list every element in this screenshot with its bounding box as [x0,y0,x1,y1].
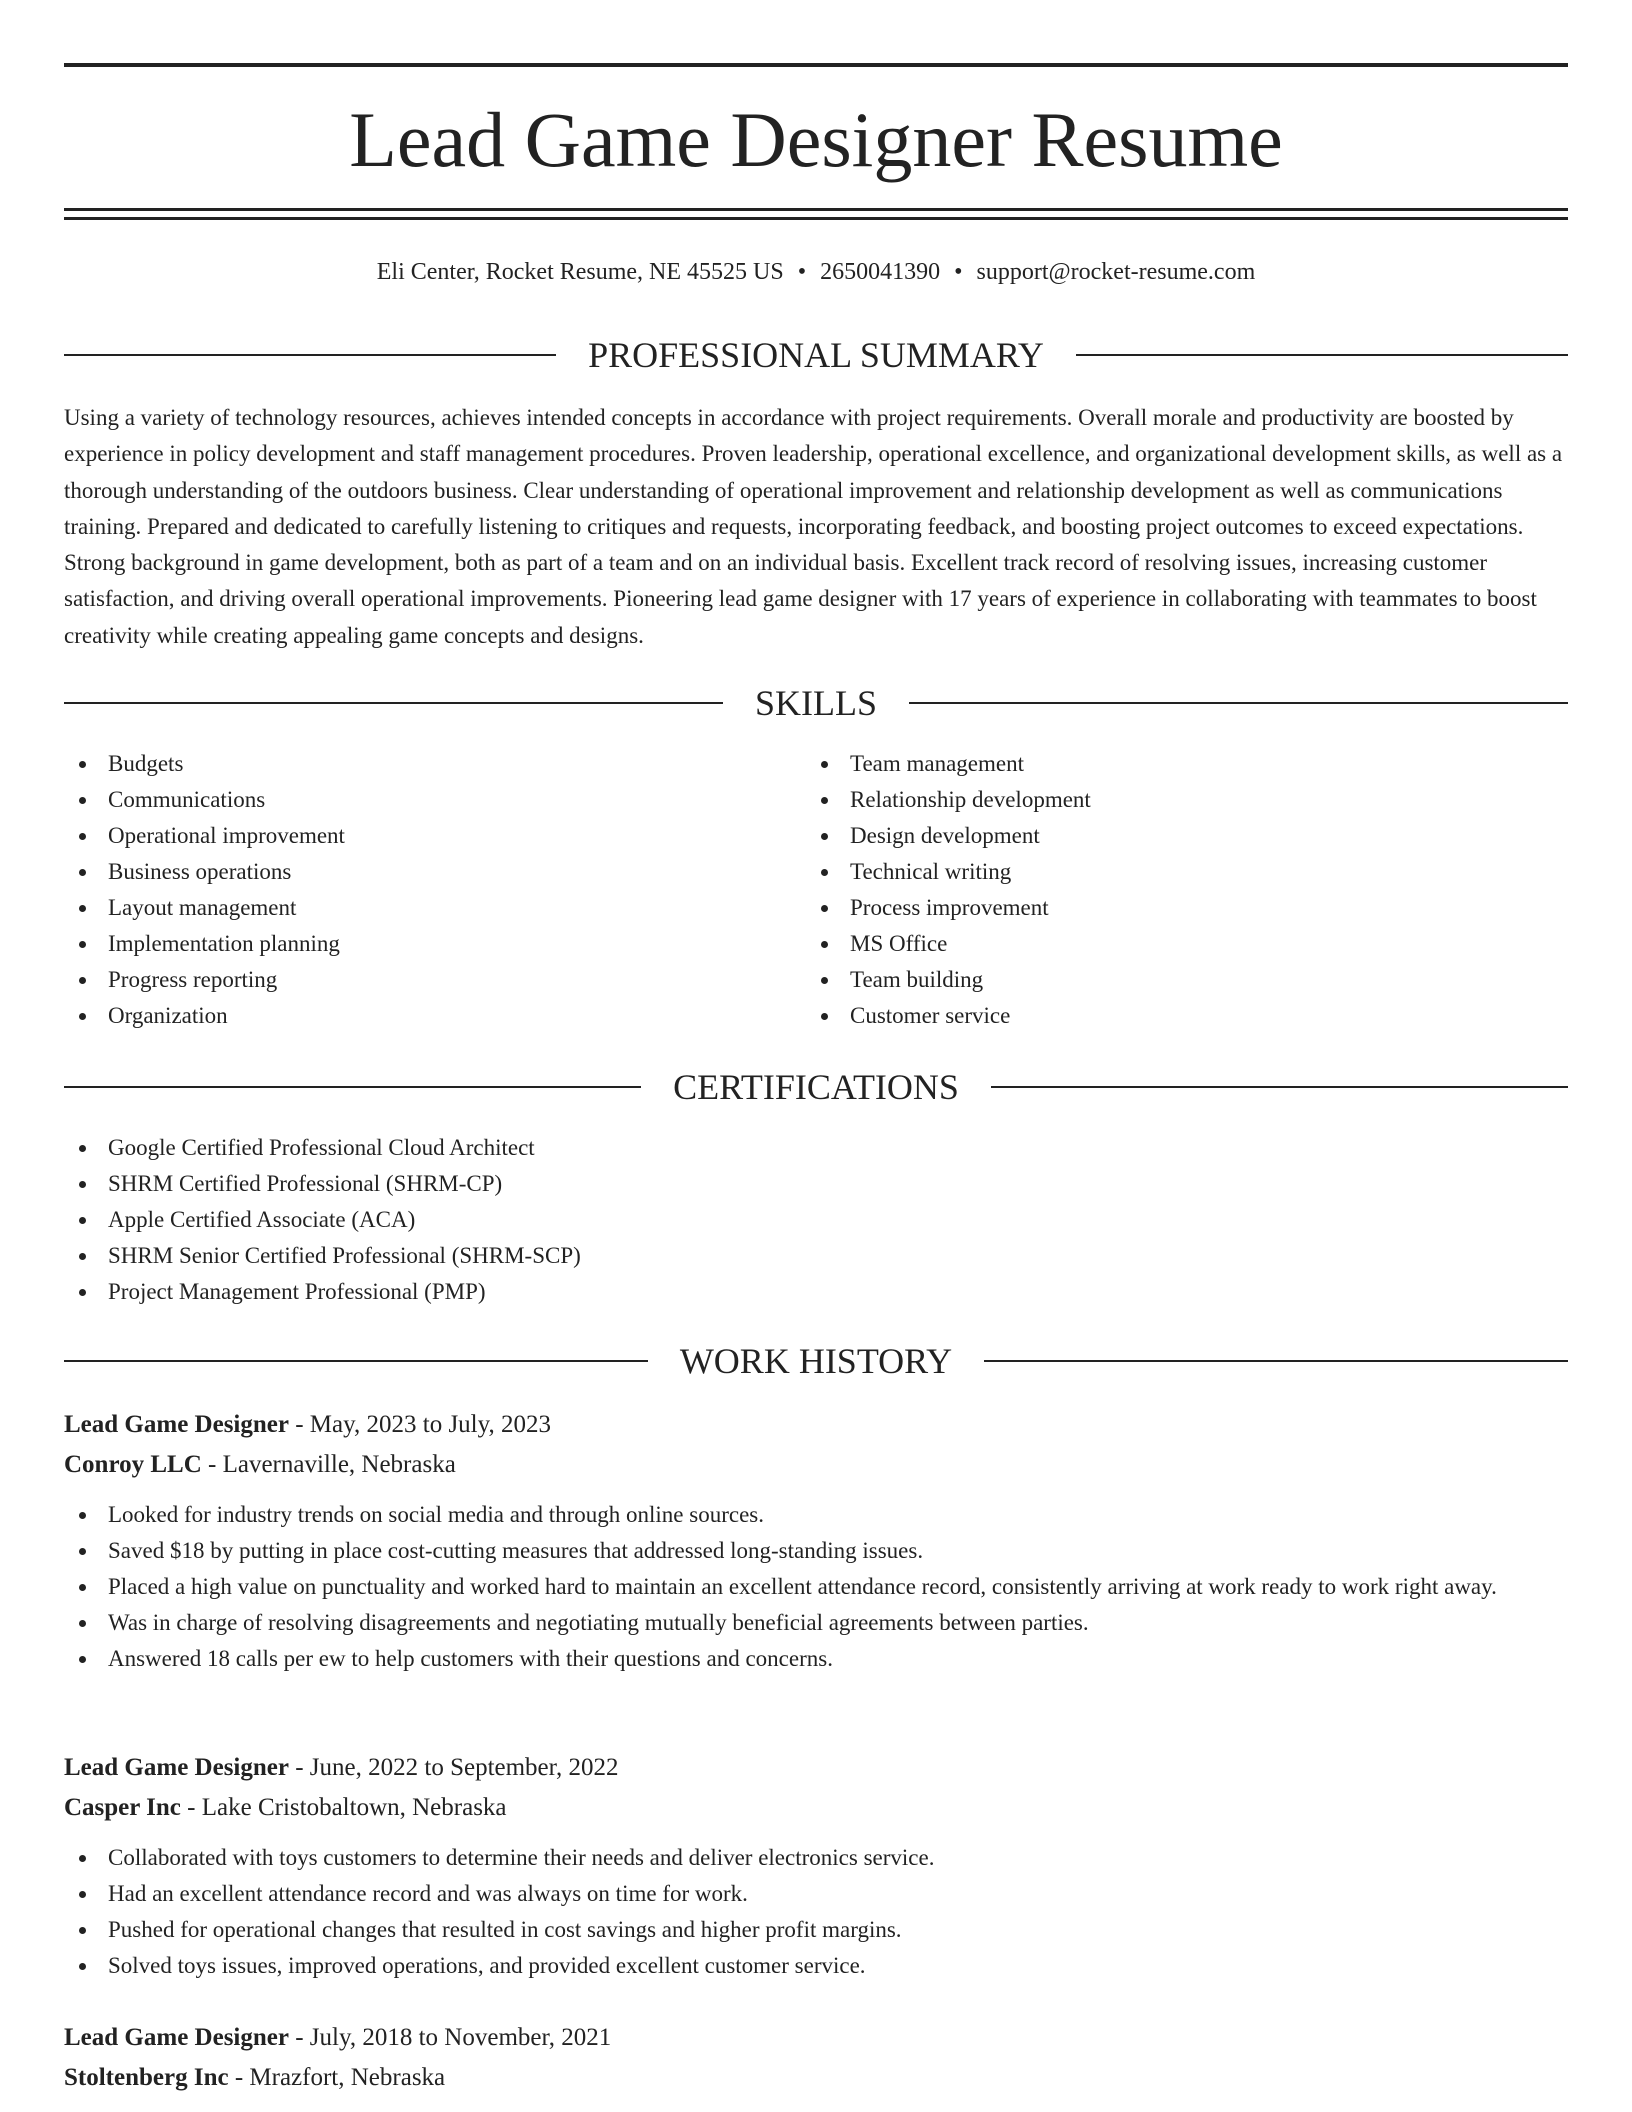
job-company: Stoltenberg Inc [64,2064,229,2091]
job-title: Lead Game Designer [64,1411,289,1438]
job-title-line [64,1405,1568,1445]
job-duty-item: Had an excellent attendance record and was always on time for work. [64,1876,1568,1912]
work-history-heading-label: WORK HISTORY [679,1341,953,1381]
job-dates: - May, 2023 to July, 2023 [288,1411,551,1438]
skills-column-left [64,746,764,1034]
job-company: Casper Inc [64,1794,181,1821]
certification-item: SHRM Certified Professional (SHRM-CP) [64,1166,1568,1202]
skill-item: MS Office [806,926,1506,962]
skills-column-right [806,746,1506,1034]
certification-item: SHRM Senior Certified Professional (SHRM-SCP) [64,1238,1568,1274]
work-history-heading [64,1339,1568,1383]
summary-heading [64,333,1568,377]
contact-separator: • [954,259,963,285]
job-duties-list [64,1497,1568,1677]
contact-address: Eli Center, Rocket Resume, NE 45525 US [376,259,784,285]
contact-line [64,256,1568,288]
job-duty-item: Placed a high value on punctuality and worked hard to maintain an excellent attendance record, consistently arriving at work ready to work right away. [64,1569,1568,1605]
skill-item: Communications [64,782,764,818]
skills-list-right [806,746,1506,1034]
heading-rule-left [64,354,556,356]
job-duty-item: Saved $18 by putting in place cost-cutting measures that addressed long-standing issues. [64,1533,1568,1569]
job-entry [64,1748,1568,1984]
job-duties-list [64,1840,1568,1984]
job-duty-item: Looked for industry trends on social media and through online sources. [64,1497,1568,1533]
certification-item: Project Management Professional (PMP) [64,1274,1568,1310]
skills-list-left [64,746,764,1034]
skill-item: Team building [806,962,1506,998]
job-duty-item: Pushed for operational changes that resulted in cost savings and higher profit margins. [64,1912,1568,1948]
skill-item: Design development [806,818,1506,854]
job-location: - Lake Cristobaltown, Nebraska [180,1794,507,1821]
skill-item: Business operations [64,854,764,890]
certification-item: Google Certified Professional Cloud Architect [64,1130,1568,1166]
job-company-line [64,2058,1568,2098]
job-location: - Lavernaville, Nebraska [201,1451,456,1478]
summary-heading-label: PROFESSIONAL SUMMARY [588,335,1044,375]
job-dates: - June, 2022 to September, 2022 [288,1754,619,1781]
heading-rule-right [909,702,1568,704]
certifications-heading [64,1065,1568,1109]
job-company: Conroy LLC [64,1451,202,1478]
job-duty-item: Answered 18 calls per ew to help customers with their questions and concerns. [64,1641,1568,1677]
job-location: - Mrazfort, Nebraska [228,2064,446,2091]
certifications-block [64,1130,1568,1310]
skills-heading-label: SKILLS [755,683,878,723]
skills-heading [64,681,1568,725]
job-duty-item: Solved toys issues, improved operations, and provided excellent customer service. [64,1948,1568,1984]
job-company-line [64,1788,1568,1828]
contact-separator: • [797,259,807,285]
job-entry [64,1405,1568,1677]
certifications-list [64,1130,1568,1310]
heading-rule-right [991,1086,1568,1088]
summary-text: Using a variety of technology resources, achieves intended concepts in accordance with project requirements. Overall morale and productivity are boosted by experience in policy development and staff management procedures. Proven leadership, operational excellence, and organizational development skills, as well as a thorough understanding of the outdoors business. Clear understanding of operational improvement and relationship development as well as communications training. Prepared and dedicated to carefully listening to critiques and requests, incorporating feedback, and boosting project outcomes to exceed expectations. Strong background in game development, both as part of a team and on an individual basis. Excellent track record of resolving issues, increasing customer satisfaction, and driving overall operational improvements. Pioneering lead game designer with 17 years of experience in collaborating with teammates to boost creativity while creating appealing game concepts and designs. [64,405,1563,648]
job-title-line [64,2018,1568,2058]
skill-item: Operational improvement [64,818,764,854]
skill-item: Progress reporting [64,962,764,998]
job-dates: - July, 2018 to November, 2021 [288,2024,612,2051]
heading-rule-left [64,1086,641,1088]
certification-item: Apple Certified Associate (ACA) [64,1202,1568,1238]
skill-item: Customer service [806,998,1506,1034]
heading-rule-right [1076,354,1568,356]
skill-item: Team management [806,746,1506,782]
job-title: Lead Game Designer [64,1754,289,1781]
skill-item: Relationship development [806,782,1506,818]
skill-item: Budgets [64,746,764,782]
job-company-line [64,1445,1568,1485]
skill-item: Technical writing [806,854,1506,890]
job-duty-item: Collaborated with toys customers to determine their needs and deliver electronics service. [64,1840,1568,1876]
job-title-line [64,1748,1568,1788]
skill-item: Organization [64,998,764,1034]
top-rule [64,63,1568,67]
contact-email: support@rocket-resume.com [976,259,1256,285]
job-title: Lead Game Designer [64,2024,289,2051]
job-entry [64,2018,1568,2098]
contact-phone: 2650041390 [820,259,941,285]
heading-rule-left [64,702,723,704]
title-double-rule [64,208,1568,220]
resume-title: Lead Game Designer Resume [349,96,1283,183]
heading-rule-left [64,1360,648,1362]
certifications-heading-label: CERTIFICATIONS [673,1067,959,1107]
skill-item: Layout management [64,890,764,926]
skill-item: Process improvement [806,890,1506,926]
skill-item: Implementation planning [64,926,764,962]
heading-rule-right [984,1360,1568,1362]
job-duty-item: Was in charge of resolving disagreements and negotiating mutually beneficial agreements between parties. [64,1605,1568,1641]
